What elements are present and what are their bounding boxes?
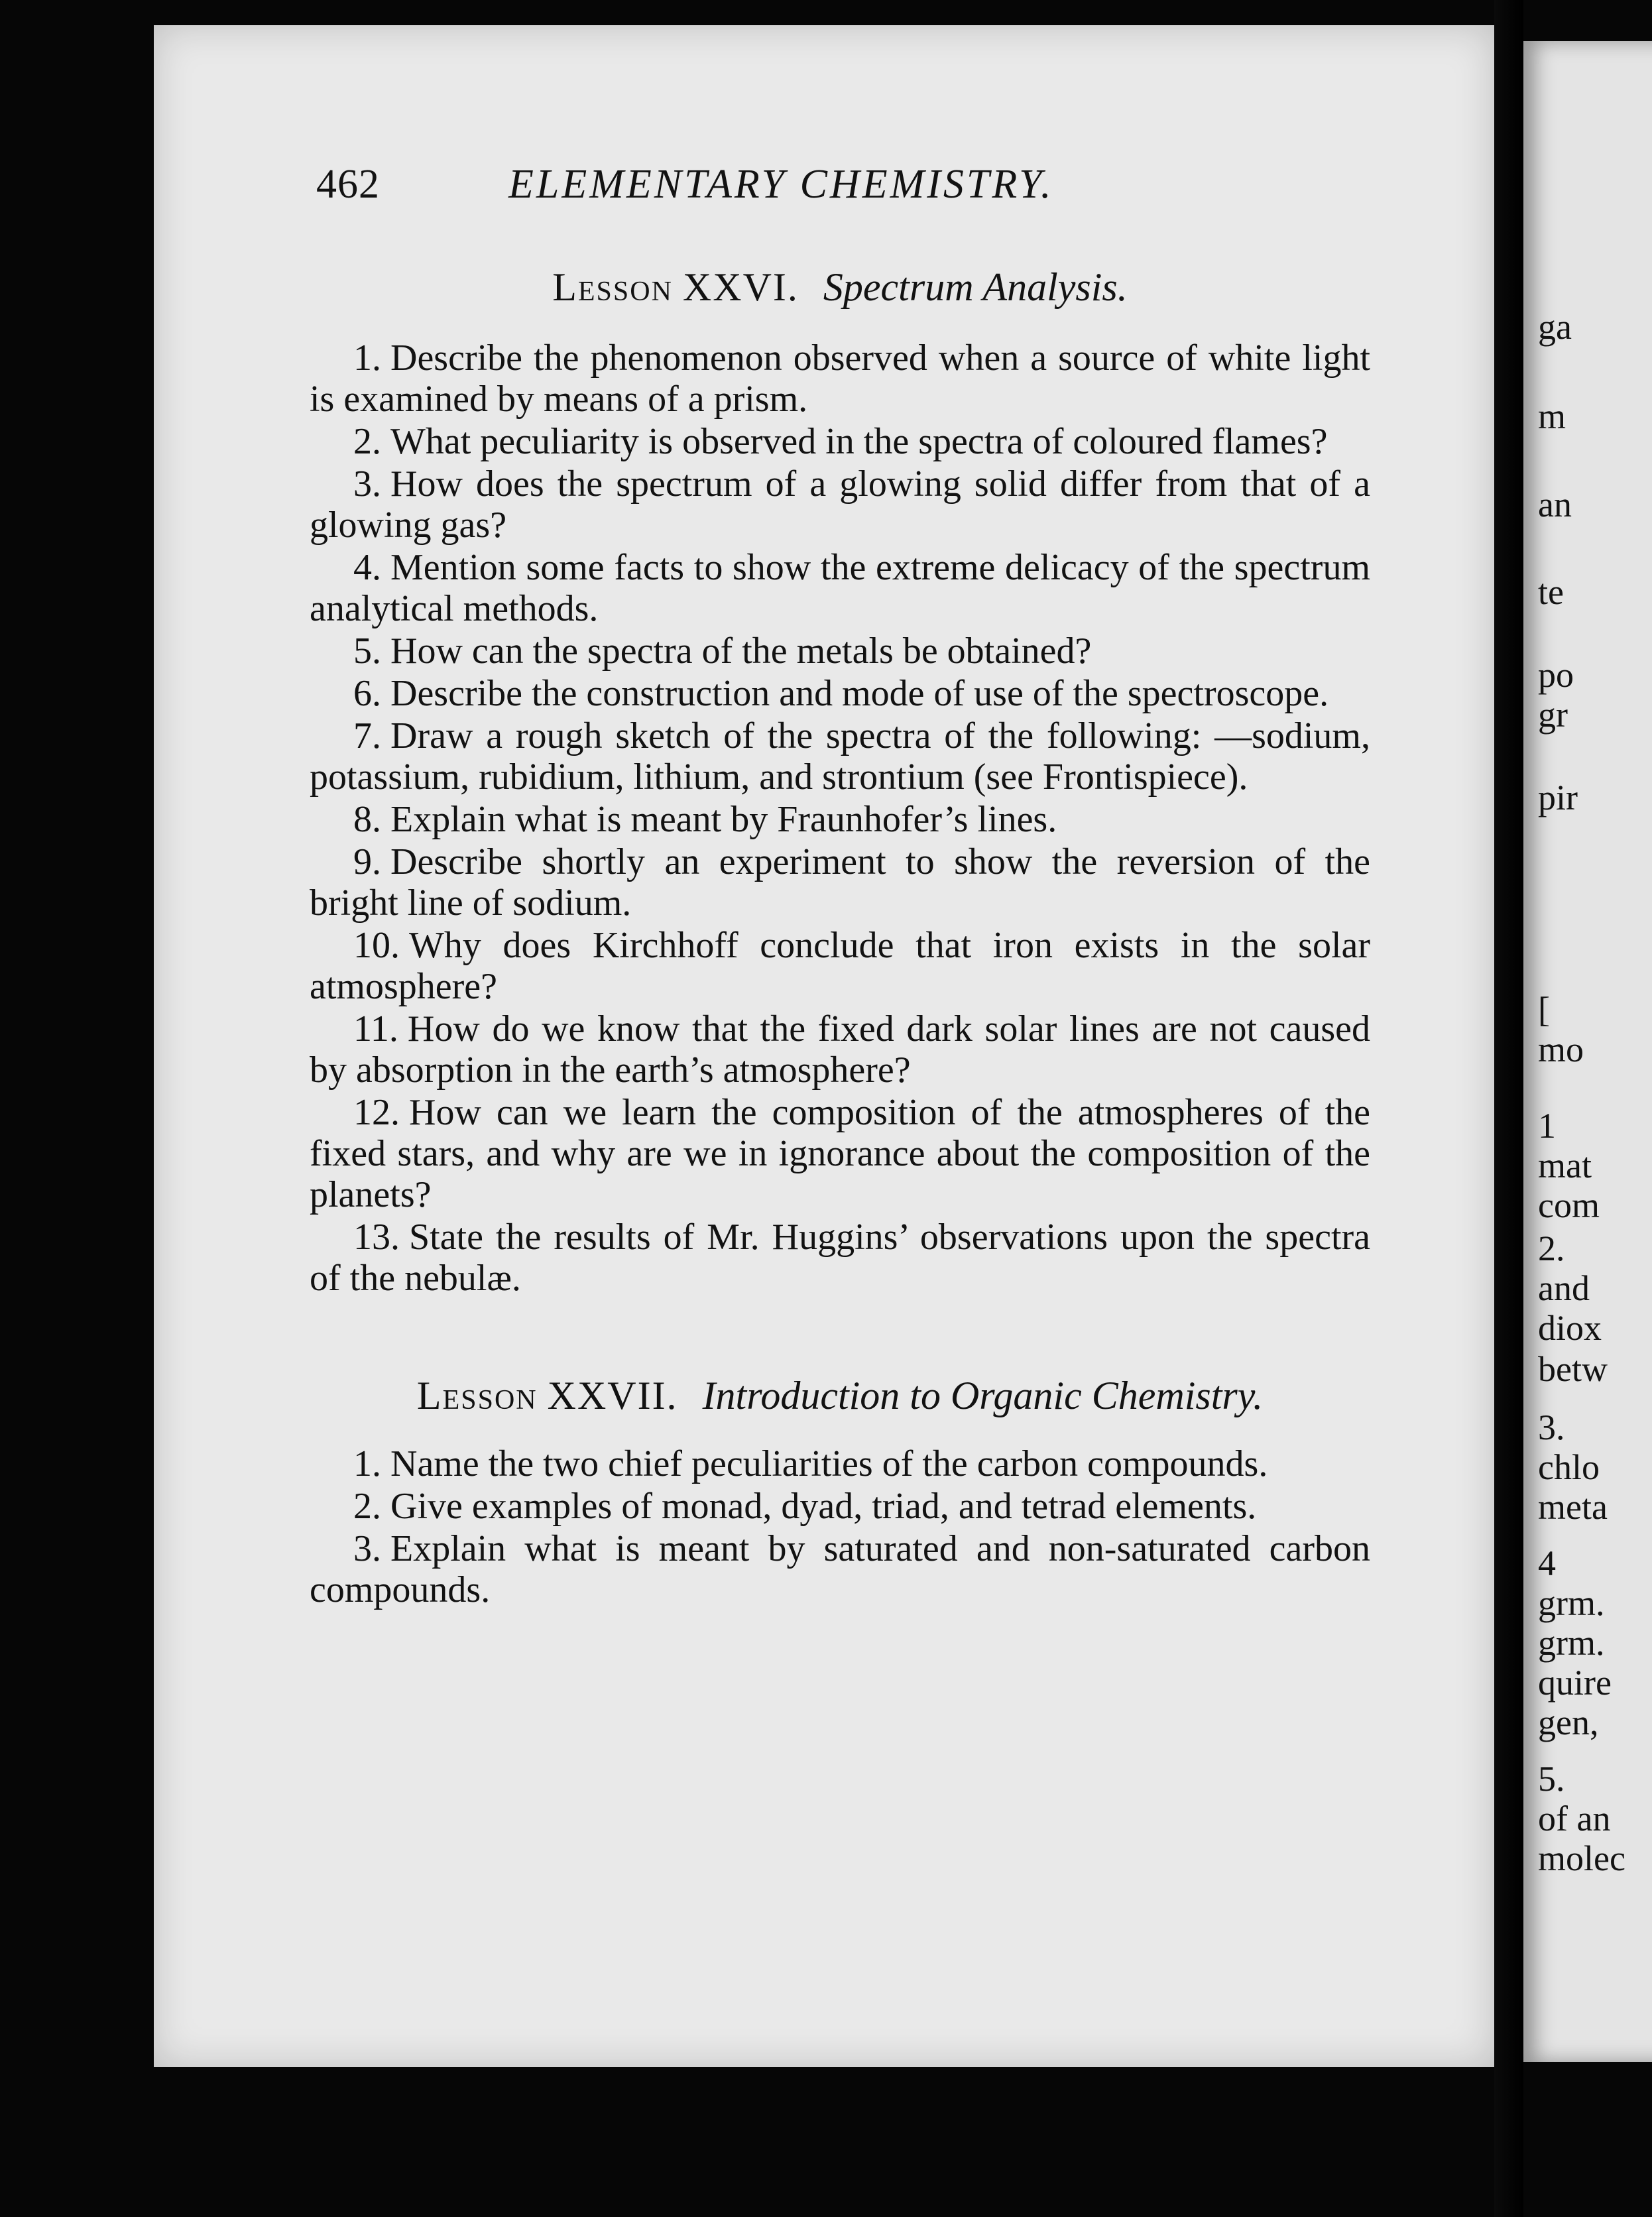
facing-fragment: po <box>1538 655 1574 695</box>
facing-fragment: betw <box>1538 1349 1608 1389</box>
lesson-topic: Introduction to Organic Chemistry. <box>702 1374 1264 1417</box>
question-number: 3. <box>353 1528 381 1569</box>
running-head <box>310 161 1370 221</box>
question-text: Describe the phenomenon observed when a source of white light is examined by means of a prism. <box>310 337 1370 420</box>
question-text: Why does Kirchhoff conclude that iron exists in the solar atmosphere? <box>310 925 1370 1007</box>
question-number: 1. <box>353 1443 381 1484</box>
facing-fragment: diox <box>1538 1308 1602 1348</box>
question-text: Explain what is meant by Fraunhofer’s lines. <box>390 799 1057 840</box>
lesson-label: Lesson <box>552 265 673 309</box>
question-text: Name the two chief peculiarities of the carbon compounds. <box>390 1443 1268 1484</box>
facing-fragment: an <box>1538 485 1572 524</box>
facing-fragment: m <box>1538 396 1566 436</box>
question-text: What peculiarity is observed in the spectra of coloured flames? <box>390 421 1328 462</box>
question-number: 10. <box>353 925 400 966</box>
question-item <box>310 799 1370 840</box>
question-item <box>310 1092 1370 1215</box>
question-text: How can we learn the composition of the atmospheres of the fixed stars, and why are we in ignorance about the composition of the planets? <box>310 1092 1370 1215</box>
question-item <box>310 925 1370 1007</box>
question-item <box>310 1008 1370 1091</box>
question-number: 11. <box>353 1008 398 1049</box>
facing-fragment: meta <box>1538 1487 1608 1527</box>
question-item <box>310 1486 1370 1527</box>
question-item <box>310 547 1370 629</box>
facing-fragment: mat <box>1538 1146 1592 1185</box>
question-number: 2. <box>353 421 381 462</box>
lesson-label: Lesson <box>416 1374 538 1417</box>
question-number: 13. <box>353 1217 400 1258</box>
facing-fragment: 4 <box>1538 1543 1556 1583</box>
facing-fragment: grm. <box>1538 1583 1605 1623</box>
running-title: ELEMENTARY CHEMISTRY. <box>508 162 1054 207</box>
question-text: Explain what is meant by saturated and non-saturated carbon compounds. <box>310 1528 1370 1610</box>
page-content <box>310 161 1370 1612</box>
lesson-heading-xxvii <box>310 1372 1370 1419</box>
question-item <box>310 337 1370 420</box>
question-list-xxvi <box>310 337 1370 1299</box>
question-list-xxvii <box>310 1443 1370 1610</box>
facing-fragment: 2. <box>1538 1228 1565 1268</box>
question-number: 4. <box>353 547 381 588</box>
question-item <box>310 841 1370 924</box>
question-item <box>310 715 1370 798</box>
question-item <box>310 1217 1370 1299</box>
facing-fragment: 1 <box>1538 1106 1556 1146</box>
question-text: State the results of Mr. Huggins’ observations upon the spectra of the nebulæ. <box>310 1217 1370 1299</box>
facing-fragment: grm. <box>1538 1623 1605 1663</box>
question-number: 8. <box>353 799 381 840</box>
facing-fragment: te <box>1538 572 1564 612</box>
question-text: Describe shortly an experiment to show the reversion of the bright line of sodium. <box>310 841 1370 924</box>
question-number: 9. <box>353 841 381 882</box>
facing-fragment: com <box>1538 1185 1600 1225</box>
facing-fragment: of an <box>1538 1799 1611 1838</box>
facing-fragment: ga <box>1538 307 1572 347</box>
question-item <box>310 421 1370 462</box>
facing-fragment: 3. <box>1538 1408 1565 1447</box>
facing-fragment: [ <box>1538 990 1550 1030</box>
question-item <box>310 1443 1370 1484</box>
question-number: 3. <box>353 463 381 505</box>
question-text: Mention some facts to show the extreme delicacy of the spectrum analytical methods. <box>310 547 1370 629</box>
facing-fragment: 5. <box>1538 1759 1565 1799</box>
lesson-number: XXVI. <box>682 265 799 309</box>
question-number: 2. <box>353 1486 381 1527</box>
lesson-number: XXVII. <box>547 1374 678 1417</box>
question-text: Describe the construction and mode of use of the spectroscope. <box>390 673 1329 714</box>
question-item <box>310 673 1370 714</box>
question-text: How does the spectrum of a glowing solid differ from that of a glowing gas? <box>310 463 1370 546</box>
facing-fragment: and <box>1538 1268 1590 1308</box>
question-number: 1. <box>353 337 381 379</box>
page-number: 462 <box>316 162 380 207</box>
question-item <box>310 630 1370 672</box>
question-item <box>310 1528 1370 1610</box>
facing-fragment: pir <box>1538 778 1578 817</box>
book-gutter <box>1494 0 1523 2217</box>
question-number: 12. <box>353 1092 400 1133</box>
question-number: 6. <box>353 673 381 714</box>
facing-fragment: quire <box>1538 1663 1612 1703</box>
facing-fragment: gen, <box>1538 1703 1599 1742</box>
facing-fragment: mo <box>1538 1030 1584 1069</box>
question-text: How do we know that the fixed dark solar lines are not caused by absorption in the earth’s atmosphere? <box>310 1008 1370 1091</box>
lesson-heading-xxvi <box>310 263 1370 311</box>
lesson-topic: Spectrum Analysis. <box>823 265 1128 309</box>
facing-fragment: gr <box>1538 695 1568 735</box>
question-number: 7. <box>353 715 381 756</box>
facing-fragment: molec <box>1538 1838 1625 1878</box>
question-number: 5. <box>353 630 381 672</box>
question-item <box>310 463 1370 546</box>
question-text: How can the spectra of the metals be obtained? <box>390 630 1092 672</box>
facing-page <box>1523 41 1652 2062</box>
book-page <box>154 25 1494 2067</box>
question-text: Draw a rough sketch of the spectra of the following: —sodium, potassium, rubidium, lithium, and strontium (see Frontispiece). <box>310 715 1370 798</box>
facing-fragment: chlo <box>1538 1447 1600 1487</box>
question-text: Give examples of monad, dyad, triad, and tetrad elements. <box>390 1486 1257 1527</box>
